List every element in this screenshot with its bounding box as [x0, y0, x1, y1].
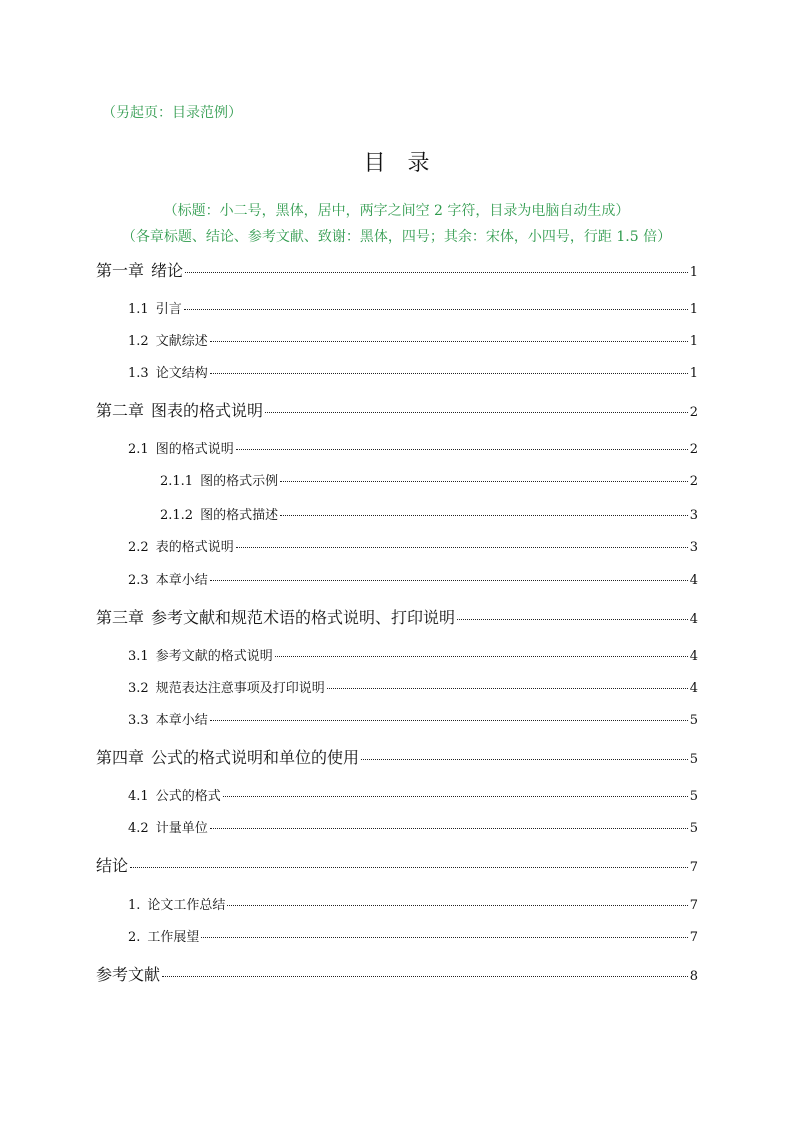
toc-entry-page: 2 — [689, 474, 698, 489]
toc-entry-conclusion-2[interactable] — [128, 926, 698, 945]
title-char-2: 录 — [407, 151, 430, 176]
toc-entry-title: 参考文献 — [96, 965, 161, 984]
toc-entry-title: 本章小结 — [155, 573, 208, 588]
toc-entry-chapter-2[interactable] — [96, 398, 698, 421]
body-format-note: （各章标题、结论、参考文献、致谢：黑体，四号；其余：宋体，小四号，行距 1.5 倍） — [121, 229, 672, 245]
dot-leader — [327, 688, 688, 689]
dot-leader — [184, 309, 688, 310]
toc-entry-title: 论文工作总结 — [147, 898, 226, 913]
toc-entry-title: 公式的格式 — [155, 789, 221, 804]
toc-entry-number: 3.2 — [128, 681, 149, 696]
page-title — [0, 146, 793, 177]
toc-entry-number: 第三章 — [96, 608, 145, 627]
toc-entry-page: 7 — [689, 860, 698, 875]
toc-entry-page: 3 — [689, 540, 698, 555]
toc-entry-title: 论文结构 — [155, 366, 208, 381]
toc-entry-number: 2. — [128, 930, 141, 945]
dot-leader — [210, 828, 688, 829]
dot-leader — [280, 481, 688, 482]
toc-entry-page: 7 — [689, 930, 698, 945]
toc-entry-section-2-2[interactable] — [128, 536, 698, 555]
dot-leader — [227, 905, 687, 906]
title-char-1: 目 — [363, 151, 386, 176]
toc-entry-section-4-1[interactable] — [128, 785, 698, 804]
toc-entry-chapter-4[interactable] — [96, 745, 698, 768]
dot-leader — [210, 373, 688, 374]
toc-entry-page: 7 — [689, 898, 698, 913]
toc-entry-page: 2 — [689, 442, 698, 457]
toc-entry-number: 1. — [128, 898, 141, 913]
toc-entry-page: 3 — [689, 508, 698, 523]
toc-entry-number: 3.3 — [128, 713, 149, 728]
toc-entry-title: 本章小结 — [155, 713, 208, 728]
toc-entry-page: 1 — [689, 334, 698, 349]
toc-entry-number: 1.1 — [128, 302, 149, 317]
toc-entry-number: 2.3 — [128, 573, 149, 588]
dot-leader — [280, 515, 688, 516]
toc-entry-page: 1 — [689, 302, 698, 317]
toc-entry-number: 2.1 — [128, 442, 149, 457]
toc-entry-title: 引言 — [155, 302, 182, 317]
toc-entry-number: 3.1 — [128, 649, 149, 664]
toc-entry-section-4-2[interactable] — [128, 817, 698, 836]
dot-leader — [265, 412, 688, 413]
toc-entry-chapter-1[interactable] — [96, 258, 698, 281]
toc-entry-section-1-2[interactable] — [128, 330, 698, 349]
toc-entry-title: 工作展望 — [147, 930, 200, 945]
toc-entry-number: 第二章 — [96, 401, 145, 420]
dot-leader — [457, 619, 688, 620]
toc-entry-number: 4.2 — [128, 821, 149, 836]
toc-entry-number: 4.1 — [128, 789, 149, 804]
toc-entry-title: 参考文献和规范术语的格式说明、打印说明 — [151, 608, 456, 627]
toc-entry-page: 4 — [689, 649, 698, 664]
toc-entry-number: 2.1.1 — [160, 474, 194, 489]
toc-entry-chapter-3[interactable] — [96, 605, 698, 628]
dot-leader — [210, 341, 688, 342]
toc-entry-subsection-2-1-1[interactable] — [160, 470, 698, 489]
toc-entry-title: 图的格式描述 — [200, 508, 279, 523]
toc-entry-page: 5 — [689, 789, 698, 804]
dot-leader — [223, 796, 688, 797]
toc-entry-number: 1.3 — [128, 366, 149, 381]
toc-entry-section-3-2[interactable] — [128, 677, 698, 696]
dot-leader — [361, 759, 688, 760]
toc-entry-references[interactable] — [96, 962, 698, 985]
toc-entry-page: 8 — [689, 969, 698, 984]
toc-entry-page: 5 — [689, 752, 698, 767]
toc-entry-title: 规范表达注意事项及打印说明 — [155, 681, 325, 696]
toc-entry-title: 文献综述 — [155, 334, 208, 349]
toc-entry-page: 4 — [689, 612, 698, 627]
toc-entry-title: 绪论 — [151, 261, 184, 280]
toc-entry-number: 2.2 — [128, 540, 149, 555]
toc-entry-title: 参考文献的格式说明 — [155, 649, 273, 664]
dot-leader — [275, 656, 688, 657]
toc-entry-section-3-1[interactable] — [128, 645, 698, 664]
toc-entry-conclusion-1[interactable] — [128, 894, 698, 913]
toc-entry-title: 公式的格式说明和单位的使用 — [151, 748, 360, 767]
toc-entry-subsection-2-1-2[interactable] — [160, 504, 698, 523]
dot-leader — [162, 976, 688, 977]
toc-entry-section-2-3[interactable] — [128, 569, 698, 588]
dot-leader — [210, 580, 688, 581]
toc-entry-section-2-1[interactable] — [128, 438, 698, 457]
toc-entry-title: 图表的格式说明 — [151, 401, 264, 420]
toc-entry-page: 5 — [689, 713, 698, 728]
toc-entry-title: 图的格式说明 — [155, 442, 234, 457]
toc-entry-page: 1 — [689, 265, 698, 280]
dot-leader — [236, 449, 688, 450]
dot-leader — [201, 937, 687, 938]
toc-entry-page: 1 — [689, 366, 698, 381]
toc-entry-number: 1.2 — [128, 334, 149, 349]
toc-entry-number: 第一章 — [96, 261, 145, 280]
toc-entry-number: 第四章 — [96, 748, 145, 767]
dot-leader — [185, 272, 688, 273]
toc-entry-section-1-1[interactable] — [128, 298, 698, 317]
toc-entry-conclusion[interactable] — [96, 853, 698, 876]
toc-entry-title: 计量单位 — [155, 821, 208, 836]
toc-entry-section-3-3[interactable] — [128, 709, 698, 728]
title-format-note: （标题：小二号，黑体，居中，两字之间空 2 字符，目录为电脑自动生成） — [163, 203, 630, 219]
toc-entry-page: 5 — [689, 821, 698, 836]
dot-leader — [210, 720, 688, 721]
toc-entry-section-1-3[interactable] — [128, 362, 698, 381]
toc-entry-title: 图的格式示例 — [200, 474, 279, 489]
toc-entry-number: 2.1.2 — [160, 508, 194, 523]
dot-leader — [130, 867, 688, 868]
toc-entry-title: 表的格式说明 — [155, 540, 234, 555]
page-instruction-note: （另起页：目录范例） — [102, 105, 242, 121]
toc-entry-page: 4 — [689, 681, 698, 696]
toc-entry-title: 结论 — [96, 856, 129, 875]
dot-leader — [236, 547, 688, 548]
toc-entry-page: 2 — [689, 405, 698, 420]
toc-entry-page: 4 — [689, 573, 698, 588]
